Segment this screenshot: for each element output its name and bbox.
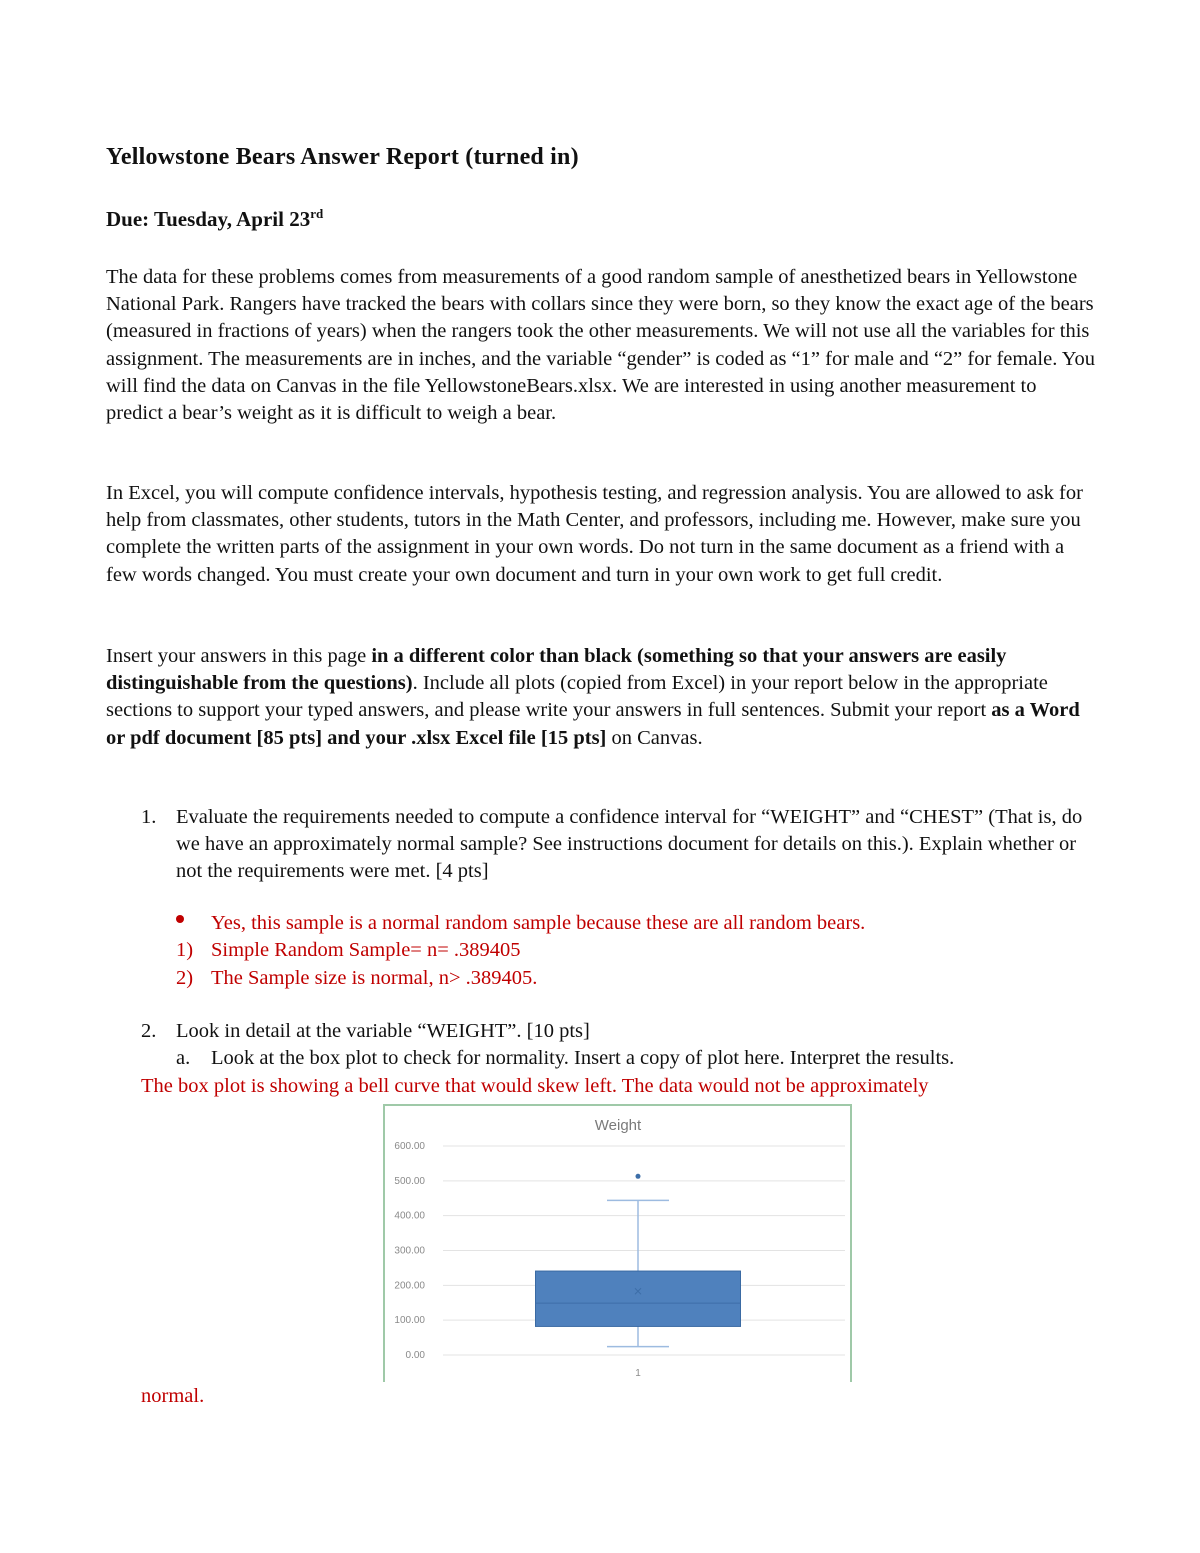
submission-text-3: on Canvas.: [606, 726, 703, 749]
question-2-text: Look in detail at the variable “WEIGHT”. [10 pts]: [176, 1020, 590, 1042]
answer-bullet-icon: [176, 915, 184, 923]
answer-2a-line-2: normal.: [141, 1385, 205, 1407]
submission-paragraph: [106, 643, 1096, 752]
y-tick-label: 500.00: [394, 1175, 425, 1187]
y-tick-label: 0.00: [405, 1350, 425, 1361]
submission-bold-2: as a Word or pdf document [85 pts] and your .xlsx Excel file [15 pts]: [106, 699, 1080, 749]
chart-title: Weight: [594, 1117, 642, 1134]
answer-2a-line-1: The box plot is showing a bell curve that would skew left. The data would not be approximately: [141, 1075, 929, 1097]
y-axis-ticks: [394, 1141, 425, 1361]
y-tick-label: 400.00: [394, 1210, 425, 1222]
iqr-box: [536, 1271, 741, 1326]
y-tick-label: 600.00: [394, 1141, 425, 1152]
y-tick-label: 300.00: [394, 1245, 425, 1257]
box-series: [536, 1174, 741, 1347]
due-date-text: Due: Tuesday, April 23: [106, 207, 311, 231]
x-category-label: 1: [635, 1368, 641, 1379]
question-2a-marker: a.: [176, 1047, 191, 1069]
document-title: Yellowstone Bears Answer Report (turned in): [106, 144, 579, 170]
answer-1-line-3: The Sample size is normal, n> .389405.: [211, 967, 538, 989]
outlier-point: [636, 1174, 641, 1179]
due-date-suffix: rd: [310, 206, 324, 221]
due-date: [106, 206, 323, 232]
y-tick-label: 200.00: [394, 1280, 425, 1292]
question-2-number: 2.: [141, 1020, 157, 1042]
submission-bold-1: in a different color than black (something so that your answers are easily distinguishable from the questions): [106, 645, 1007, 695]
instructions-paragraph: In Excel, you will compute confidence intervals, hypothesis testing, and regression analysis. You are allowed to ask for help from classmates, other students, tutors in the Math Center, and professors, including me. However, make sure you complete the written parts of the assignment in your own words. Do not turn in the same document as a friend with a few words changed. You must create your own document and turn in your own work to get full credit.: [106, 482, 1083, 586]
y-tick-label: 100.00: [394, 1315, 425, 1327]
intro-paragraph: The data for these problems comes from measurements of a good random sample of anesthetized bears in Yellowstone National Park. Rangers have tracked the bears with collars since they were born, so they know the exact age of the bears (measured in fractions of years) when the rangers took the other measurements. We will not use all the variables for this assignment. The measurements are in inches, and the variable “gender” is coded as “1” for male and “2” for female. You will find the data on Canvas in the file YellowstoneBears.xlsx. We are interested in using another measurement to predict a bear’s weight as it is difficult to weigh a bear.: [106, 266, 1095, 425]
question-1-number: 1.: [141, 806, 157, 828]
answer-1-line-2: Simple Random Sample= n= .389405: [211, 939, 521, 961]
submission-text-1: Insert your answers in this page: [106, 645, 372, 667]
answer-1-marker-3: 2): [176, 967, 194, 989]
submission-text-2: . Include all plots (copied from Excel) in your report below in the appropriate sections to support your typed answers, and please write your answers in full sentences. Submit your report: [106, 672, 1048, 722]
answer-1-line-1: Yes, this sample is a normal random sample because these are all random bears.: [211, 912, 866, 934]
weight-box-plot[interactable]: [383, 1104, 852, 1382]
answer-1-marker-2: 1): [176, 939, 194, 961]
question-1-text: Evaluate the requirements needed to compute a confidence interval for “WEIGHT” and “CHEST” (That is, do we have an approximately normal sample? See instructions document for details on this.). Explain whether or not the requirements were met. [4 pts]: [176, 806, 1083, 882]
box-plot-svg: [385, 1106, 850, 1382]
question-2a-text: Look at the box plot to check for normality. Insert a copy of plot here. Interpret the results.: [211, 1047, 955, 1069]
